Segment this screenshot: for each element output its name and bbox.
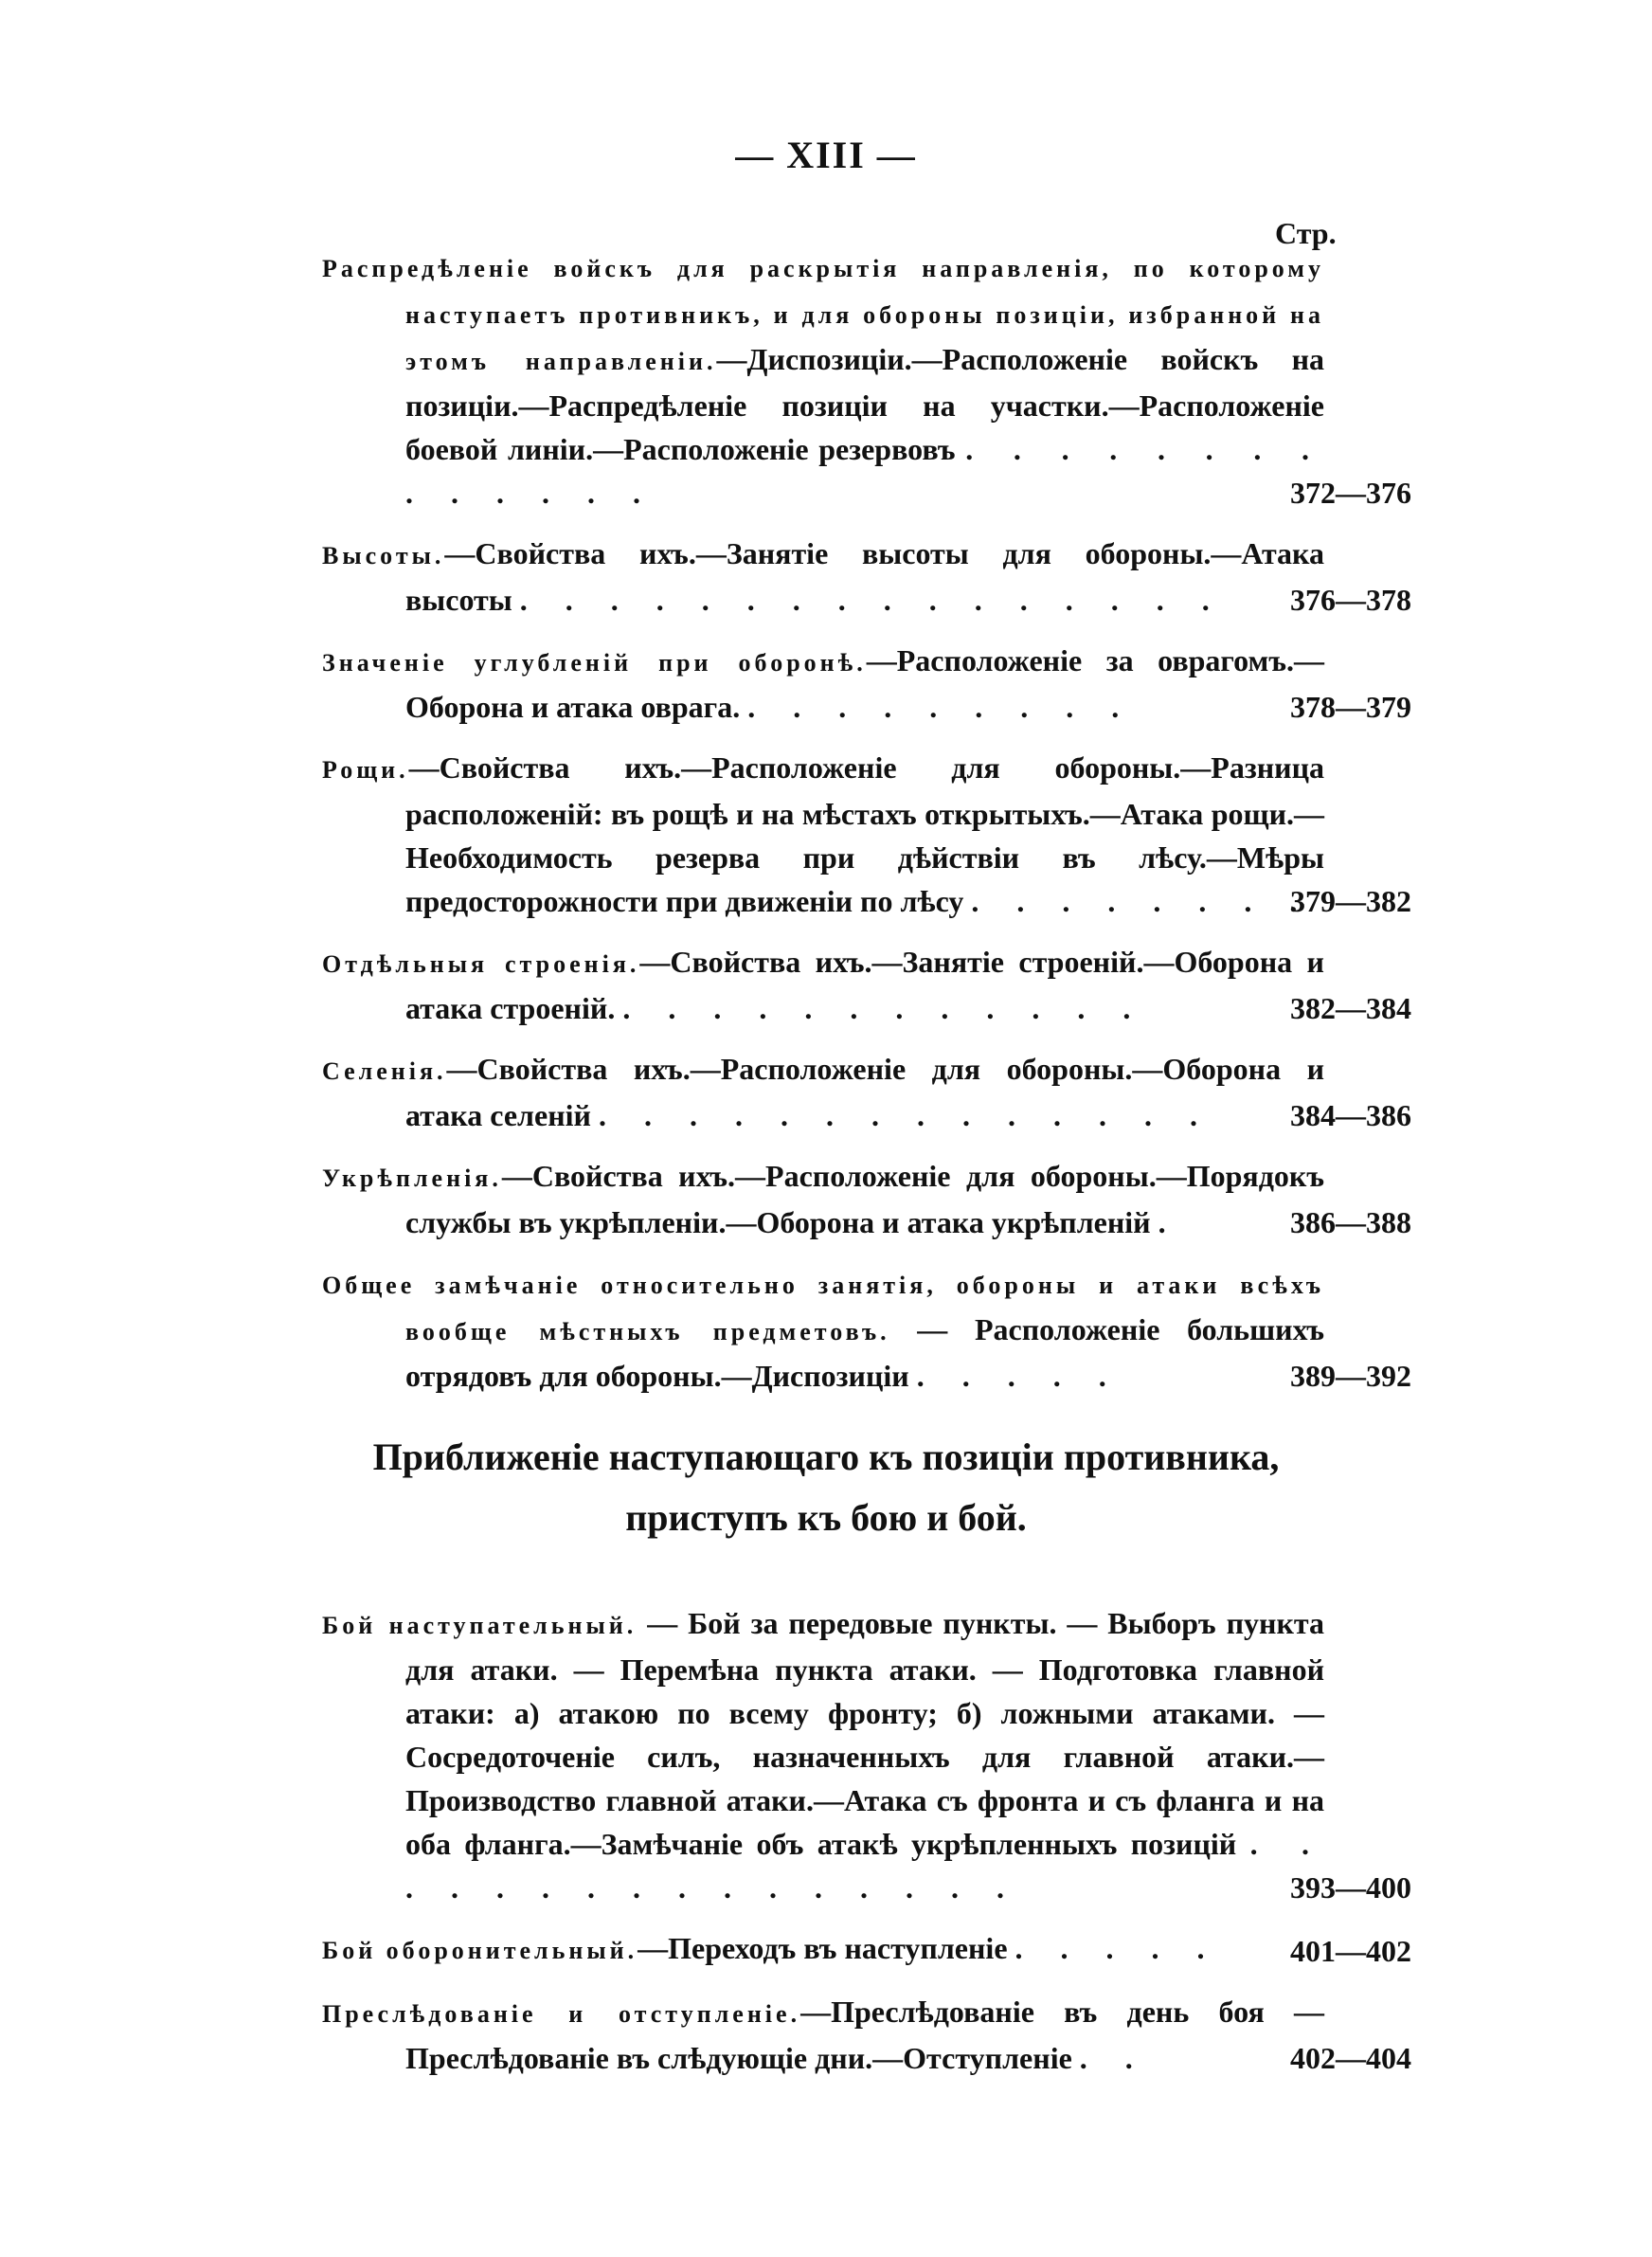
entry-text: —Преслѣдованіе въ день боя —Преслѣдованіе въ слѣдующіе дни.—Отступленіе: [405, 1995, 1325, 2075]
page-number: — XIII —: [735, 134, 917, 176]
entry-pages: 393—400: [1290, 1870, 1411, 1905]
dot-leader: . . . . . . . . . . . . . . . .: [405, 1827, 1325, 1905]
entry-text: —Свойства ихъ.—Расположеніе для обороны.—Разница расположеній: въ рощѣ и на мѣстахъ открытыхъ.—Атака рощи.—Необходимость резерва при дѣйствіи въ лѣсу.—Мѣры предосторожности при движеніи по лѣсу: [405, 750, 1324, 918]
dot-leader: . . . . . . . .: [971, 884, 1313, 918]
toc-entry: [322, 1601, 1411, 1909]
entry-pages: 401—402: [1290, 1934, 1411, 1968]
entry-pages: 382—384: [1290, 991, 1411, 1025]
entry-heading: Общее замѣчаніе относительно занятія, обороны и атаки всѣхъ вообще мѣстныхъ предметовъ.: [322, 1272, 1324, 1345]
toc-entry: [322, 1990, 1411, 2080]
dot-leader: . . . . . . . . . . . .: [622, 991, 1146, 1025]
toc-entry: [322, 639, 1411, 729]
dot-leader: . . . . .: [1015, 1931, 1220, 1965]
entry-pages: 386—388: [1290, 1205, 1411, 1239]
entry-heading: Рощи.: [322, 756, 409, 784]
toc-part-2: [322, 1601, 1411, 2097]
entry-pages: 376—378: [1290, 583, 1411, 617]
toc-entry: [322, 1926, 1411, 1973]
entry-pages: 402—404: [1290, 2041, 1411, 2075]
toc-entry: [322, 244, 1411, 515]
entry-text: —Свойства ихъ.—Расположеніе для обороны.—Оборона и атака селеній: [405, 1052, 1324, 1132]
entry-text: —Диспозиціи.—Расположеніе войскъ на позиціи.—Распредѣленіе позиціи на участки.—Расположеніе боевой линіи.—Расположеніе резервовъ: [405, 342, 1325, 466]
entry-pages: 372—376: [1290, 476, 1411, 510]
entry-text: —Переходъ въ наступленіе: [637, 1931, 1008, 1965]
entry-heading: Значеніе углубленій при оборонѣ.: [322, 649, 867, 677]
entry-text: —Свойства ихъ.—Занятіе строеній.—Оборона и атака строеній.: [405, 945, 1324, 1025]
entry-text: —Расположеніе за оврагомъ.—Оборона и атака оврага.: [405, 643, 1324, 724]
entry-heading: Укрѣпленія.: [322, 1165, 502, 1192]
toc-entry: [322, 1261, 1411, 1398]
entry-pages: 379—382: [1290, 884, 1411, 918]
entry-heading: Отдѣльныя строенія.: [322, 950, 640, 978]
entry-heading: Бой оборонительный.: [322, 1937, 638, 1964]
toc-entry: [322, 746, 1411, 923]
entry-pages: 378—379: [1290, 690, 1411, 724]
dot-leader: . . . . .: [916, 1359, 1122, 1393]
entry-heading: Бой наступательный.: [322, 1612, 637, 1639]
entry-text: —Свойства ихъ.—Занятіе высоты для обороны.—Атака высоты: [405, 536, 1324, 617]
section-title-line: приступъ къ бою и бой.: [625, 1496, 1027, 1539]
entry-pages: 389—392: [1290, 1359, 1411, 1393]
entry-heading: Селенія.: [322, 1057, 447, 1085]
entry-text: — Бой за передовые пункты. — Выборъ пункта для атаки. — Перемѣна пункта атаки. — Подготовка главной атаки: а) атакою по всему фронту; б) ложными атаками. — Сосредоточеніе силъ, назначенныхъ для главной атаки.—Производство главной атаки.—Атака съ фронта и съ фланга и на оба фланга.—Замѣчаніе объ атакѣ укрѣпленныхъ позицій: [405, 1606, 1324, 1861]
toc-entry: [322, 532, 1411, 622]
dot-leader: . . . . . . . . . . . . . .: [405, 432, 1325, 510]
dot-leader: . .: [1079, 2041, 1148, 2075]
dot-leader: . . . . . . . . .: [747, 690, 1135, 724]
section-title: [0, 1427, 1652, 1548]
toc-entry: [322, 1047, 1411, 1137]
entry-pages: 384—386: [1290, 1098, 1411, 1132]
entry-heading: Распредѣленіе войскъ для раскрытія направленія, по которому наступаетъ противникъ, и для обороны позиціи, избранной на этомъ направленіи.: [322, 255, 1324, 375]
toc-entry: [322, 940, 1411, 1030]
toc-part-1: [322, 244, 1411, 1415]
entry-heading: Высоты.: [322, 542, 445, 569]
section-title-line: Приближеніе наступающаго къ позиціи противника,: [372, 1435, 1280, 1478]
entry-text: — Расположеніе большихъ отрядовъ для обороны.—Диспозиціи: [405, 1312, 1324, 1393]
toc-entry: [322, 1154, 1411, 1244]
dot-leader: . . . . . . . . . . . . . .: [598, 1098, 1212, 1132]
dot-leader: . . . . . . . . . . . . . . . .: [519, 583, 1225, 617]
dot-leader: .: [1158, 1205, 1181, 1239]
page-column-label: Стр.: [1275, 216, 1337, 250]
entry-heading: Преслѣдованіе и отступленіе.: [322, 2000, 801, 2028]
entry-text: —Свойства ихъ.—Расположеніе для обороны.—Порядокъ службы въ укрѣпленіи.—Оборона и атака укрѣпленій: [405, 1159, 1324, 1239]
